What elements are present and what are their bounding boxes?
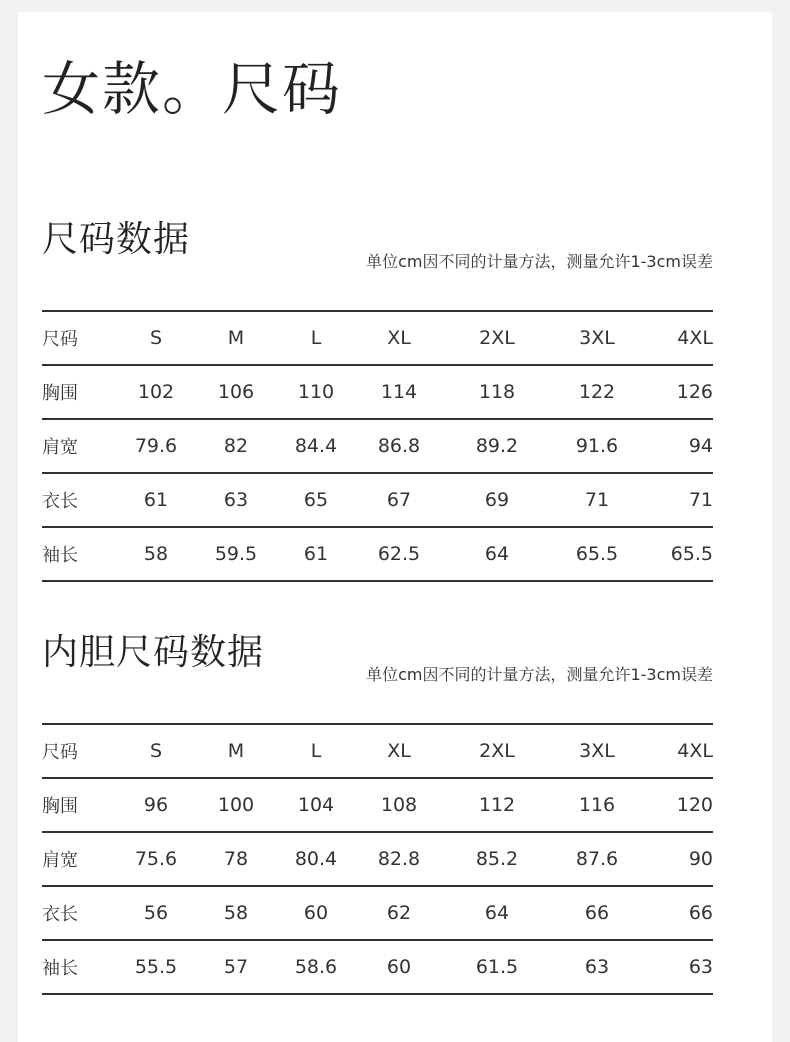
measurement-label: 肩宽 bbox=[42, 419, 116, 473]
page-title: 女款。尺码 bbox=[42, 55, 343, 123]
table-row bbox=[42, 886, 713, 940]
size-column-header: 3XL bbox=[552, 724, 642, 778]
size-column-header: 4XL bbox=[642, 724, 713, 778]
measurement-value: 65 bbox=[276, 473, 356, 527]
measurement-value: 112 bbox=[442, 778, 552, 832]
measurement-value: 78 bbox=[196, 832, 276, 886]
section-title: 内胆尺码数据 bbox=[42, 632, 265, 673]
measurement-label: 肩宽 bbox=[42, 832, 116, 886]
measurement-value: 59.5 bbox=[196, 527, 276, 581]
size-column-header: M bbox=[196, 724, 276, 778]
measurement-value: 84.4 bbox=[276, 419, 356, 473]
section-title: 尺码数据 bbox=[42, 219, 191, 260]
measurement-value: 118 bbox=[442, 365, 552, 419]
measurement-value: 91.6 bbox=[552, 419, 642, 473]
size-column-header: 2XL bbox=[442, 724, 552, 778]
measurement-value: 94 bbox=[642, 419, 713, 473]
size-column-header: 3XL bbox=[552, 311, 642, 365]
measurement-value: 87.6 bbox=[552, 832, 642, 886]
measurement-value: 100 bbox=[196, 778, 276, 832]
measurement-value: 80.4 bbox=[276, 832, 356, 886]
measurement-value: 63 bbox=[552, 940, 642, 994]
measurement-value: 61.5 bbox=[442, 940, 552, 994]
measurement-value: 64 bbox=[442, 527, 552, 581]
measurement-value: 67 bbox=[356, 473, 442, 527]
measurement-value: 108 bbox=[356, 778, 442, 832]
measurement-value: 75.6 bbox=[116, 832, 196, 886]
unit-note: 单位cm因不同的计量方法，测量允许1-3cm误差 bbox=[366, 252, 713, 271]
table-header-row bbox=[42, 724, 713, 778]
measurement-value: 58 bbox=[196, 886, 276, 940]
measurement-value: 66 bbox=[552, 886, 642, 940]
measurement-value: 90 bbox=[642, 832, 713, 886]
measurement-value: 79.6 bbox=[116, 419, 196, 473]
measurement-value: 116 bbox=[552, 778, 642, 832]
measurement-value: 60 bbox=[356, 940, 442, 994]
measurement-value: 63 bbox=[642, 940, 713, 994]
measurement-value: 56 bbox=[116, 886, 196, 940]
measurement-value: 71 bbox=[642, 473, 713, 527]
measurement-value: 58 bbox=[116, 527, 196, 581]
table-header-row bbox=[42, 311, 713, 365]
measurement-value: 71 bbox=[552, 473, 642, 527]
table-row bbox=[42, 527, 713, 581]
size-column-header: 2XL bbox=[442, 311, 552, 365]
measurement-label: 袖长 bbox=[42, 527, 116, 581]
size-column-header: S bbox=[116, 311, 196, 365]
measurement-value: 114 bbox=[356, 365, 442, 419]
measurement-value: 120 bbox=[642, 778, 713, 832]
measurement-value: 55.5 bbox=[116, 940, 196, 994]
measurement-value: 82 bbox=[196, 419, 276, 473]
section-header bbox=[42, 632, 713, 695]
table-row bbox=[42, 365, 713, 419]
measurement-value: 60 bbox=[276, 886, 356, 940]
size-column-header: XL bbox=[356, 311, 442, 365]
size-table bbox=[42, 310, 713, 582]
size-column-header: S bbox=[116, 724, 196, 778]
lining-size-data-section bbox=[42, 632, 713, 979]
measurement-value: 61 bbox=[116, 473, 196, 527]
measurement-value: 122 bbox=[552, 365, 642, 419]
table-row bbox=[42, 419, 713, 473]
measurement-label: 胸围 bbox=[42, 778, 116, 832]
measurement-value: 85.2 bbox=[442, 832, 552, 886]
table-row bbox=[42, 778, 713, 832]
measurement-value: 69 bbox=[442, 473, 552, 527]
measurement-label: 胸围 bbox=[42, 365, 116, 419]
size-column-header: 4XL bbox=[642, 311, 713, 365]
measurement-label: 袖长 bbox=[42, 940, 116, 994]
measurement-value: 57 bbox=[196, 940, 276, 994]
measurement-value: 110 bbox=[276, 365, 356, 419]
table-row bbox=[42, 473, 713, 527]
measurement-value: 82.8 bbox=[356, 832, 442, 886]
measurement-value: 62 bbox=[356, 886, 442, 940]
table-row bbox=[42, 940, 713, 994]
measurement-value: 66 bbox=[642, 886, 713, 940]
section-header bbox=[42, 219, 713, 282]
size-column-header: L bbox=[276, 724, 356, 778]
unit-note: 单位cm因不同的计量方法，测量允许1-3cm误差 bbox=[366, 665, 713, 684]
measurement-value: 102 bbox=[116, 365, 196, 419]
measurement-value: 126 bbox=[642, 365, 713, 419]
measurement-value: 61 bbox=[276, 527, 356, 581]
size-header-label: 尺码 bbox=[42, 311, 116, 365]
size-data-section bbox=[42, 219, 713, 566]
size-header-label: 尺码 bbox=[42, 724, 116, 778]
size-column-header: L bbox=[276, 311, 356, 365]
table-row bbox=[42, 832, 713, 886]
lining-size-table bbox=[42, 723, 713, 995]
measurement-value: 106 bbox=[196, 365, 276, 419]
measurement-value: 64 bbox=[442, 886, 552, 940]
measurement-value: 104 bbox=[276, 778, 356, 832]
measurement-value: 86.8 bbox=[356, 419, 442, 473]
measurement-label: 衣长 bbox=[42, 473, 116, 527]
measurement-value: 65.5 bbox=[642, 527, 713, 581]
measurement-value: 89.2 bbox=[442, 419, 552, 473]
measurement-value: 65.5 bbox=[552, 527, 642, 581]
size-column-header: M bbox=[196, 311, 276, 365]
measurement-value: 58.6 bbox=[276, 940, 356, 994]
measurement-value: 96 bbox=[116, 778, 196, 832]
measurement-value: 62.5 bbox=[356, 527, 442, 581]
measurement-value: 63 bbox=[196, 473, 276, 527]
size-column-header: XL bbox=[356, 724, 442, 778]
measurement-label: 衣长 bbox=[42, 886, 116, 940]
